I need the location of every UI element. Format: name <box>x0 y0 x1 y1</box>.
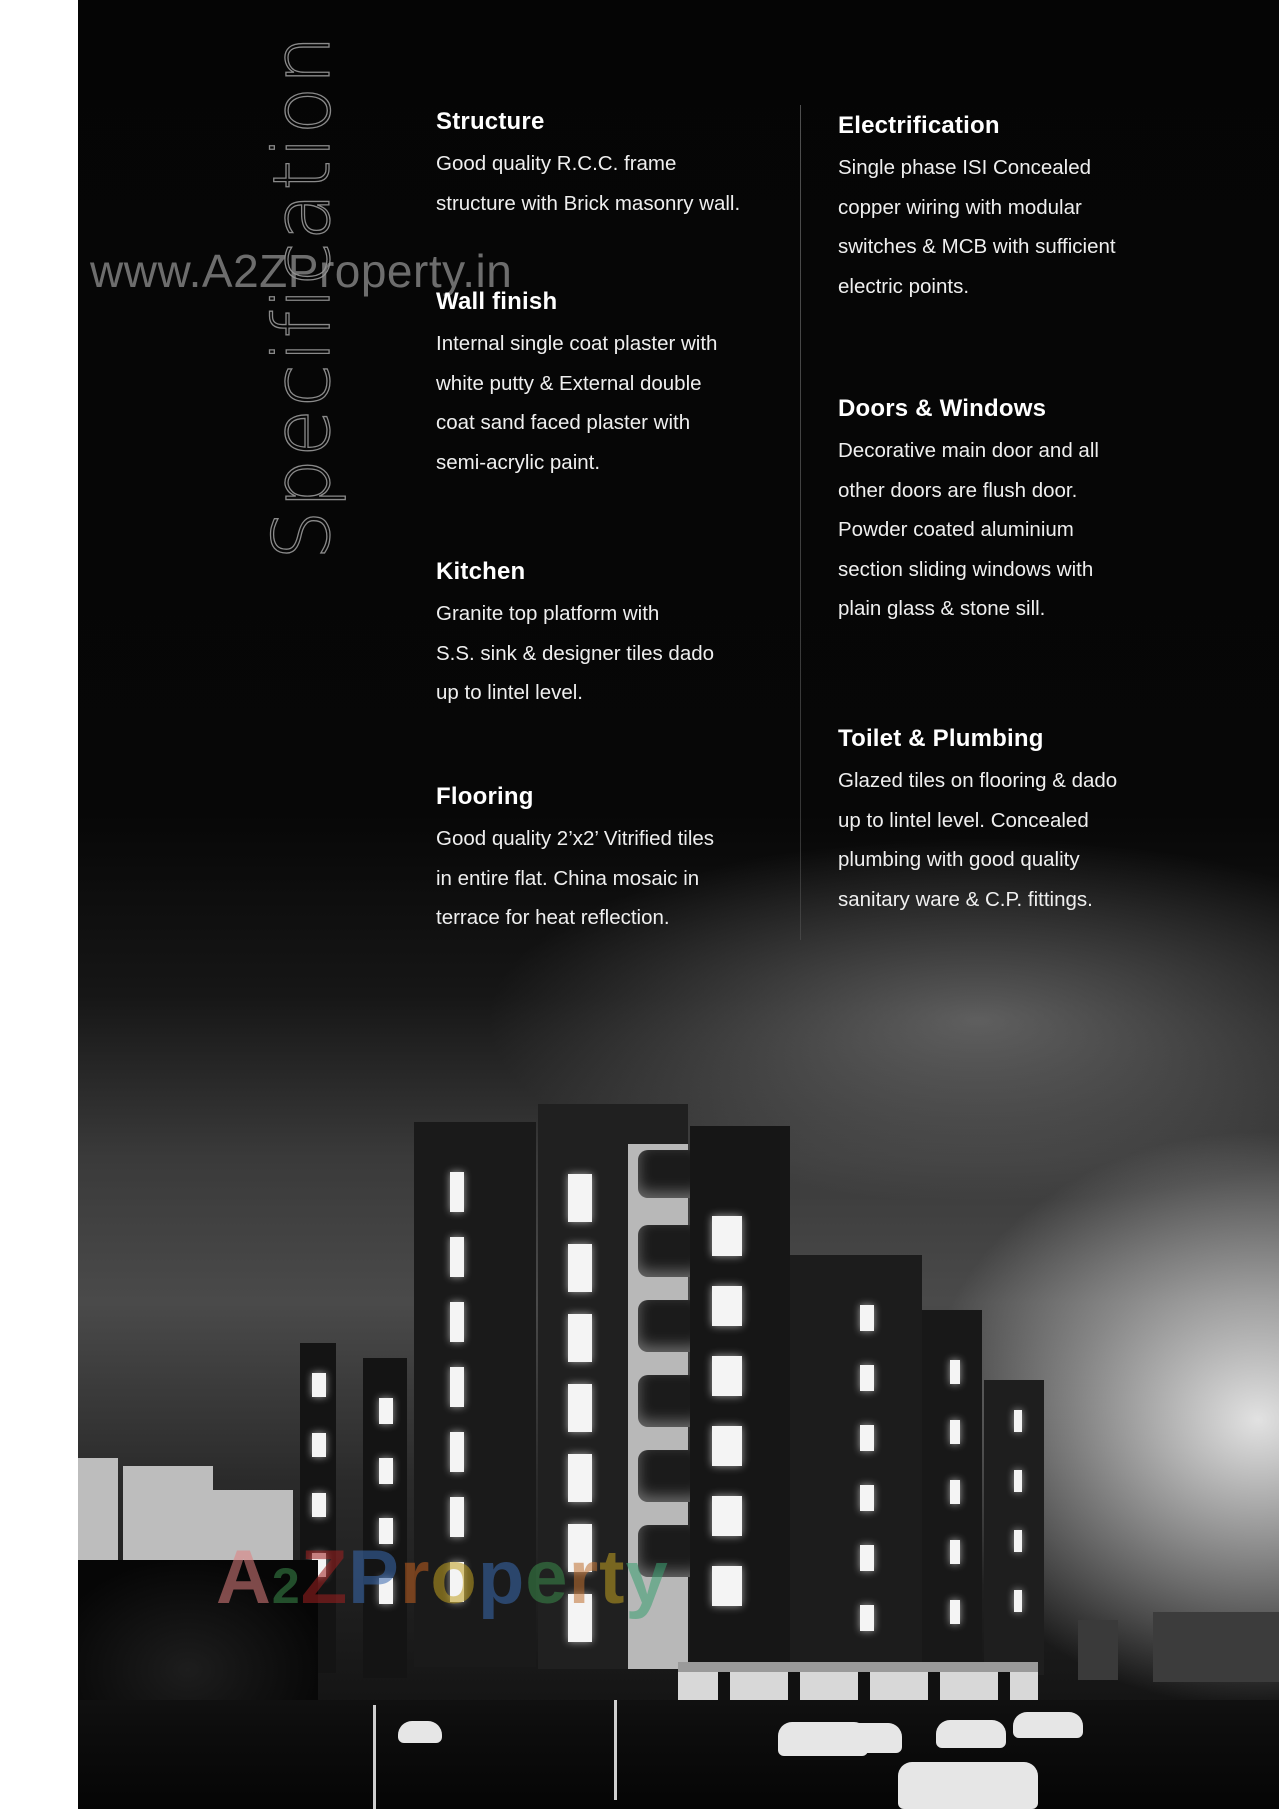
spec-line: plain glass & stone sill. <box>838 597 1046 620</box>
spec-title: Flooring <box>436 783 534 810</box>
spec-line: Glazed tiles on flooring & dado <box>838 769 1118 792</box>
spec-line: structure with Brick masonry wall. <box>436 191 741 215</box>
spec-line: Internal single coat plaster with <box>436 332 718 355</box>
watermark-letter: r <box>399 1535 431 1620</box>
car <box>898 1762 1038 1809</box>
spec-electrification <box>838 112 1116 306</box>
watermark-letter: t <box>599 1535 626 1620</box>
spec-kitchen <box>436 558 714 713</box>
spec-line: other doors are flush door. <box>838 478 1078 502</box>
spec-line: switches & MCB with sufficient <box>838 235 1116 258</box>
spec-line: Good quality R.C.C. frame <box>436 152 677 175</box>
street <box>78 1700 1279 1809</box>
tower-slim-2 <box>363 1358 407 1678</box>
spec-title: Wall finish <box>436 288 558 315</box>
spec-line: up to lintel level. Concealed <box>838 808 1089 832</box>
watermark-letter: A <box>216 1535 272 1620</box>
spec-toilet-plumbing <box>838 725 1117 919</box>
spec-line: S.S. sink & designer tiles dado <box>436 641 715 665</box>
spec-wall-finish <box>436 288 717 482</box>
spec-line: Good quality 2’x2’ Vitrified tiles <box>436 827 715 850</box>
watermark-letter: e <box>525 1535 569 1620</box>
watermark-letter: y <box>625 1535 669 1620</box>
spec-line: in entire flat. China mosaic in <box>436 866 700 890</box>
car <box>1013 1712 1083 1738</box>
watermark-letter: p <box>477 1535 526 1620</box>
main-tower-c <box>690 1126 790 1671</box>
spec-line: coat sand faced plaster with <box>436 411 691 434</box>
tower-right-1 <box>790 1255 922 1675</box>
column-divider <box>800 105 801 940</box>
spec-line: semi-acrylic paint. <box>436 450 601 474</box>
spec-line: up to lintel level. <box>436 681 584 704</box>
watermark-logo <box>216 1534 669 1621</box>
street-lamp <box>614 1700 617 1800</box>
spec-structure <box>436 108 740 223</box>
distant-building <box>1078 1620 1118 1680</box>
tower-right-2 <box>922 1310 982 1675</box>
brochure-page <box>78 0 1279 1809</box>
car <box>838 1723 902 1753</box>
watermark-letter: Z <box>300 1535 349 1620</box>
spec-line: plumbing with good quality <box>838 848 1080 871</box>
spec-title: Doors & Windows <box>838 395 1047 422</box>
spec-line: section sliding windows with <box>838 557 1094 581</box>
spec-line: Granite top platform with <box>436 602 660 625</box>
watermark-letter: r <box>568 1535 600 1620</box>
spec-title: Electrification <box>838 112 1000 139</box>
spec-title: Kitchen <box>436 558 526 585</box>
watermark-letter: o <box>430 1535 478 1620</box>
spec-line: white putty & External double <box>436 371 702 395</box>
spec-line: copper wiring with modular <box>838 195 1082 219</box>
distant-building <box>1153 1612 1279 1682</box>
car <box>936 1720 1006 1748</box>
tower-right-3 <box>984 1380 1044 1675</box>
spec-line: sanitary ware & C.P. fittings. <box>838 887 1093 911</box>
spec-flooring <box>436 783 714 938</box>
spec-title: Structure <box>436 108 545 135</box>
watermark-url: www.A2ZProperty.in <box>90 245 513 297</box>
spec-line: terrace for heat reflection. <box>436 906 670 929</box>
car <box>398 1721 442 1743</box>
spec-doors-windows <box>838 395 1099 629</box>
spec-title: Toilet & Plumbing <box>838 725 1044 752</box>
watermark-letter: P <box>348 1535 400 1620</box>
watermark-letter: 2 <box>271 1558 301 1614</box>
spec-line: Powder coated aluminium <box>838 518 1074 541</box>
vertical-section-title: Specification <box>258 33 348 560</box>
street-lamp <box>373 1705 376 1809</box>
spec-line: electric points. <box>838 274 970 298</box>
spec-line: Decorative main door and all <box>838 439 1099 462</box>
spec-line: Single phase ISI Concealed <box>838 156 1092 179</box>
